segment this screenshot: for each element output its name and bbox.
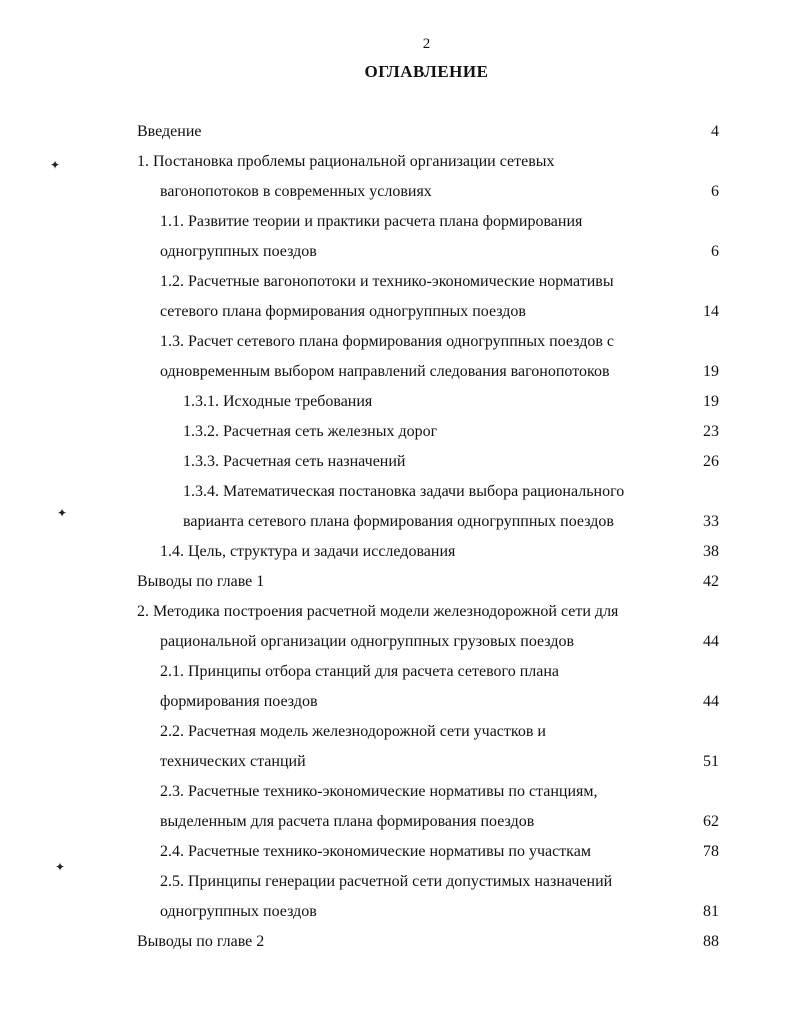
- toc-entry: [0, 927, 793, 957]
- toc-entry-page: 26: [703, 453, 719, 470]
- toc-entry-page: 19: [703, 393, 719, 410]
- toc-entry-text: 1. Постановка проблемы рациональной организации сетевых: [137, 153, 555, 170]
- page-number: 2: [422, 36, 431, 52]
- toc-entry-page: 44: [703, 633, 719, 650]
- toc-entry-text: варианта сетевого плана формирования одногруппных поездов: [183, 513, 614, 530]
- toc-entry-text: формирования поездов: [160, 693, 318, 710]
- document-title: ОГЛАВЛЕНИЕ: [364, 62, 489, 81]
- toc-entry: [0, 357, 793, 387]
- toc-entry-page: 4: [711, 123, 719, 140]
- toc-entry-page: 51: [703, 753, 719, 770]
- toc-entry-text: 1.3.4. Математическая постановка задачи выбора рационального: [183, 483, 625, 500]
- toc-entry: [0, 867, 793, 897]
- scan-mark: ✦: [57, 506, 68, 520]
- toc-entry-text: 2.2. Расчетная модель железнодорожной сети участков и: [160, 723, 546, 740]
- toc-entry-page: 81: [703, 903, 719, 920]
- toc-entry-text: сетевого плана формирования одногруппных поездов: [160, 303, 526, 320]
- toc-entry: [0, 417, 793, 447]
- toc-entry-page: 88: [703, 933, 719, 950]
- toc-entry-text: 1.4. Цель, структура и задачи исследования: [160, 543, 456, 560]
- toc-entry-text: 1.3. Расчет сетевого плана формирования одногруппных поездов с: [160, 333, 614, 350]
- toc-entry-text: 1.3.3. Расчетная сеть назначений: [183, 453, 406, 470]
- toc-entry: [0, 717, 793, 747]
- toc-entry-text: 2.5. Принципы генерации расчетной сети допустимых назначений: [160, 873, 613, 890]
- toc-entry: [0, 777, 793, 807]
- toc-entry-page: 6: [711, 243, 719, 260]
- toc-entry: [0, 207, 793, 237]
- toc-entry-text: 1.2. Расчетные вагонопотоки и технико-экономические нормативы: [160, 273, 614, 290]
- toc-entry-text: одногруппных поездов: [160, 903, 317, 920]
- toc-entry-text: Введение: [137, 123, 202, 140]
- toc-entry-page: 33: [703, 513, 719, 530]
- toc-entry: [0, 387, 793, 417]
- toc-entry: [0, 177, 793, 207]
- toc-entry-text: Выводы по главе 2: [137, 933, 265, 950]
- toc-entry: [0, 567, 793, 597]
- toc-entry-text: 1.3.2. Расчетная сеть железных дорог: [183, 423, 438, 440]
- toc-entry: [0, 327, 793, 357]
- toc-entry-text: Выводы по главе 1: [137, 573, 265, 590]
- table-of-contents: [0, 117, 793, 957]
- toc-entry: [0, 117, 793, 147]
- toc-entry-text: вагонопотоков в современных условиях: [160, 183, 432, 200]
- toc-entry: [0, 657, 793, 687]
- toc-entry-page: 6: [711, 183, 719, 200]
- toc-entry-page: 42: [703, 573, 719, 590]
- toc-entry-page: 62: [703, 813, 719, 830]
- toc-entry: [0, 537, 793, 567]
- toc-entry: [0, 687, 793, 717]
- toc-entry-page: 19: [703, 363, 719, 380]
- toc-entry-text: 1.3.1. Исходные требования: [183, 393, 373, 410]
- toc-entry-text: 2.3. Расчетные технико-экономические нормативы по станциям,: [160, 783, 598, 800]
- toc-entry-page: 23: [703, 423, 719, 440]
- toc-entry-text: одногруппных поездов: [160, 243, 317, 260]
- toc-entry: [0, 267, 793, 297]
- toc-entry-text: выделенным для расчета плана формирования поездов: [160, 813, 535, 830]
- toc-entry: [0, 747, 793, 777]
- toc-entry-text: 2. Методика построения расчетной модели железнодорожной сети для: [137, 603, 619, 620]
- toc-entry: [0, 807, 793, 837]
- toc-entry: [0, 627, 793, 657]
- toc-entry-page: 44: [703, 693, 719, 710]
- toc-entry-text: 2.4. Расчетные технико-экономические нормативы по участкам: [160, 843, 591, 860]
- scan-mark: ✦: [55, 860, 66, 874]
- toc-entry: [0, 147, 793, 177]
- toc-entry-page: 14: [703, 303, 719, 320]
- toc-entry: [0, 507, 793, 537]
- toc-entry: [0, 447, 793, 477]
- toc-entry: [0, 897, 793, 927]
- toc-entry-text: рациональной организации одногруппных грузовых поездов: [160, 633, 575, 650]
- toc-entry-page: 38: [703, 543, 719, 560]
- toc-entry: [0, 297, 793, 327]
- toc-entry-text: технических станций: [160, 753, 306, 770]
- toc-entry: [0, 837, 793, 867]
- toc-entry: [0, 237, 793, 267]
- toc-entry-text: 1.1. Развитие теории и практики расчета плана формирования: [160, 213, 583, 230]
- toc-entry-text: одновременным выбором направлений следования вагонопотоков: [160, 363, 610, 380]
- toc-entry-text: 2.1. Принципы отбора станций для расчета сетевого плана: [160, 663, 559, 680]
- toc-entry: [0, 597, 793, 627]
- toc-entry-page: 78: [703, 843, 719, 860]
- scan-mark: ✦: [50, 158, 61, 172]
- toc-entry: [0, 477, 793, 507]
